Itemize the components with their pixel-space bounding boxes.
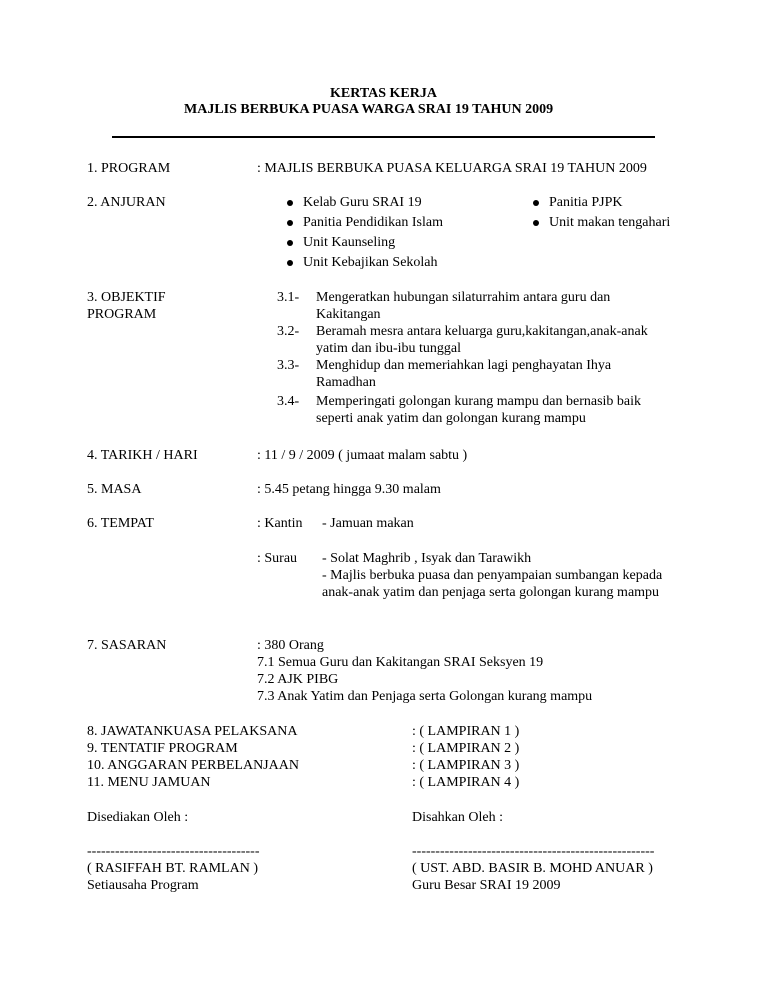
objektif-text: Memperingati golongan kurang mampu dan bernasib baik [316, 394, 642, 409]
program-value: : MAJLIS BERBUKA PUASA KELUARGA SRAI 19 TAHUN 2009 [257, 161, 647, 176]
lampiran-value: : ( LAMPIRAN 2 ) [412, 741, 520, 756]
masa-label: 5. MASA [87, 482, 142, 497]
objektif-text: Ramadhan [316, 375, 376, 390]
bullet-icon [287, 240, 293, 246]
objektif-number: 3.1- [277, 290, 300, 305]
tempat-surau-value: - Solat Maghrib , Isyak dan Tarawikh [322, 551, 532, 566]
preparer-name: ( RASIFFAH BT. RAMLAN ) [87, 861, 258, 876]
lampiran-label: 10. ANGGARAN PERBELANJAAN [87, 758, 299, 773]
sasaran-item: 7.2 AJK PIBG [257, 672, 339, 687]
bullet-icon [287, 220, 293, 226]
tempat-kantin-value: - Jamuan makan [322, 516, 414, 531]
objektif-label-2: PROGRAM [87, 307, 157, 322]
document-subtitle: MAJLIS BERBUKA PUASA WARGA SRAI 19 TAHUN 2009 [184, 102, 554, 117]
bullet-icon [287, 200, 293, 206]
sasaran-value: : 380 Orang [257, 638, 324, 653]
prepared-by-heading: Disediakan Oleh : [87, 810, 189, 825]
preparer-role: Setiausaha Program [87, 878, 199, 893]
lampiran-value: : ( LAMPIRAN 3 ) [412, 758, 520, 773]
tarikh-label: 4. TARIKH / HARI [87, 448, 198, 463]
anjuran-item: Panitia Pendidikan Islam [303, 215, 443, 230]
lampiran-label: 9. TENTATIF PROGRAM [87, 741, 238, 756]
anjuran-item: Unit Kebajikan Sekolah [303, 255, 438, 270]
anjuran-label: 2. ANJURAN [87, 195, 166, 210]
objektif-text: Beramah mesra antara keluarga guru,kakitangan,anak-anak [316, 324, 648, 339]
sasaran-item: 7.1 Semua Guru dan Kakitangan SRAI Seksyen 19 [257, 655, 544, 670]
bullet-icon [533, 220, 539, 226]
approver-name: ( UST. ABD. BASIR B. MOHD ANUAR ) [412, 861, 653, 876]
tempat-surau-label: : Surau [257, 551, 298, 566]
lampiran-value: : ( LAMPIRAN 1 ) [412, 724, 520, 739]
tarikh-value: : 11 / 9 / 2009 ( jumaat malam sabtu ) [257, 448, 468, 463]
objektif-text: Kakitangan [316, 307, 381, 322]
objektif-text: yatim dan ibu-ibu tunggal [316, 341, 462, 356]
sasaran-item: 7.3 Anak Yatim dan Penjaga serta Golongan kurang mampu [257, 689, 593, 704]
anjuran-item: Kelab Guru SRAI 19 [303, 195, 422, 210]
approver-role: Guru Besar SRAI 19 2009 [412, 878, 561, 893]
header-divider [112, 136, 655, 138]
signature-line: ------------------------------------- [87, 844, 260, 859]
program-label: 1. PROGRAM [87, 161, 171, 176]
anjuran-item: Unit Kaunseling [303, 235, 396, 250]
bullet-icon [287, 260, 293, 266]
approved-by-heading: Disahkan Oleh : [412, 810, 503, 825]
signature-line: ---------------------------------------------------- [412, 844, 655, 859]
document-title: KERTAS KERJA [330, 86, 437, 101]
objektif-text: Mengeratkan hubungan silaturrahim antara guru dan [316, 290, 611, 305]
lampiran-value: : ( LAMPIRAN 4 ) [412, 775, 520, 790]
objektif-text: seperti anak yatim dan golongan kurang mampu [316, 411, 586, 426]
tempat-surau-value: anak-anak yatim dan penjaga serta golongan kurang mampu [322, 585, 660, 600]
objektif-number: 3.3- [277, 358, 300, 373]
objektif-number: 3.2- [277, 324, 300, 339]
anjuran-item: Unit makan tengahari [549, 215, 671, 230]
sasaran-label: 7. SASARAN [87, 638, 167, 653]
bullet-icon [533, 200, 539, 206]
tempat-kantin-label: : Kantin [257, 516, 303, 531]
anjuran-item: Panitia PJPK [549, 195, 623, 210]
lampiran-label: 8. JAWATANKUASA PELAKSANA [87, 724, 298, 739]
objektif-text: Menghidup dan memeriahkan lagi penghayatan Ihya [316, 358, 612, 373]
masa-value: : 5.45 petang hingga 9.30 malam [257, 482, 441, 497]
lampiran-label: 11. MENU JAMUAN [87, 775, 211, 790]
objektif-number: 3.4- [277, 394, 300, 409]
objektif-label: 3. OBJEKTIF [87, 290, 166, 305]
tempat-label: 6. TEMPAT [87, 516, 154, 531]
tempat-surau-value: - Majlis berbuka puasa dan penyampaian sumbangan kepada [322, 568, 663, 583]
